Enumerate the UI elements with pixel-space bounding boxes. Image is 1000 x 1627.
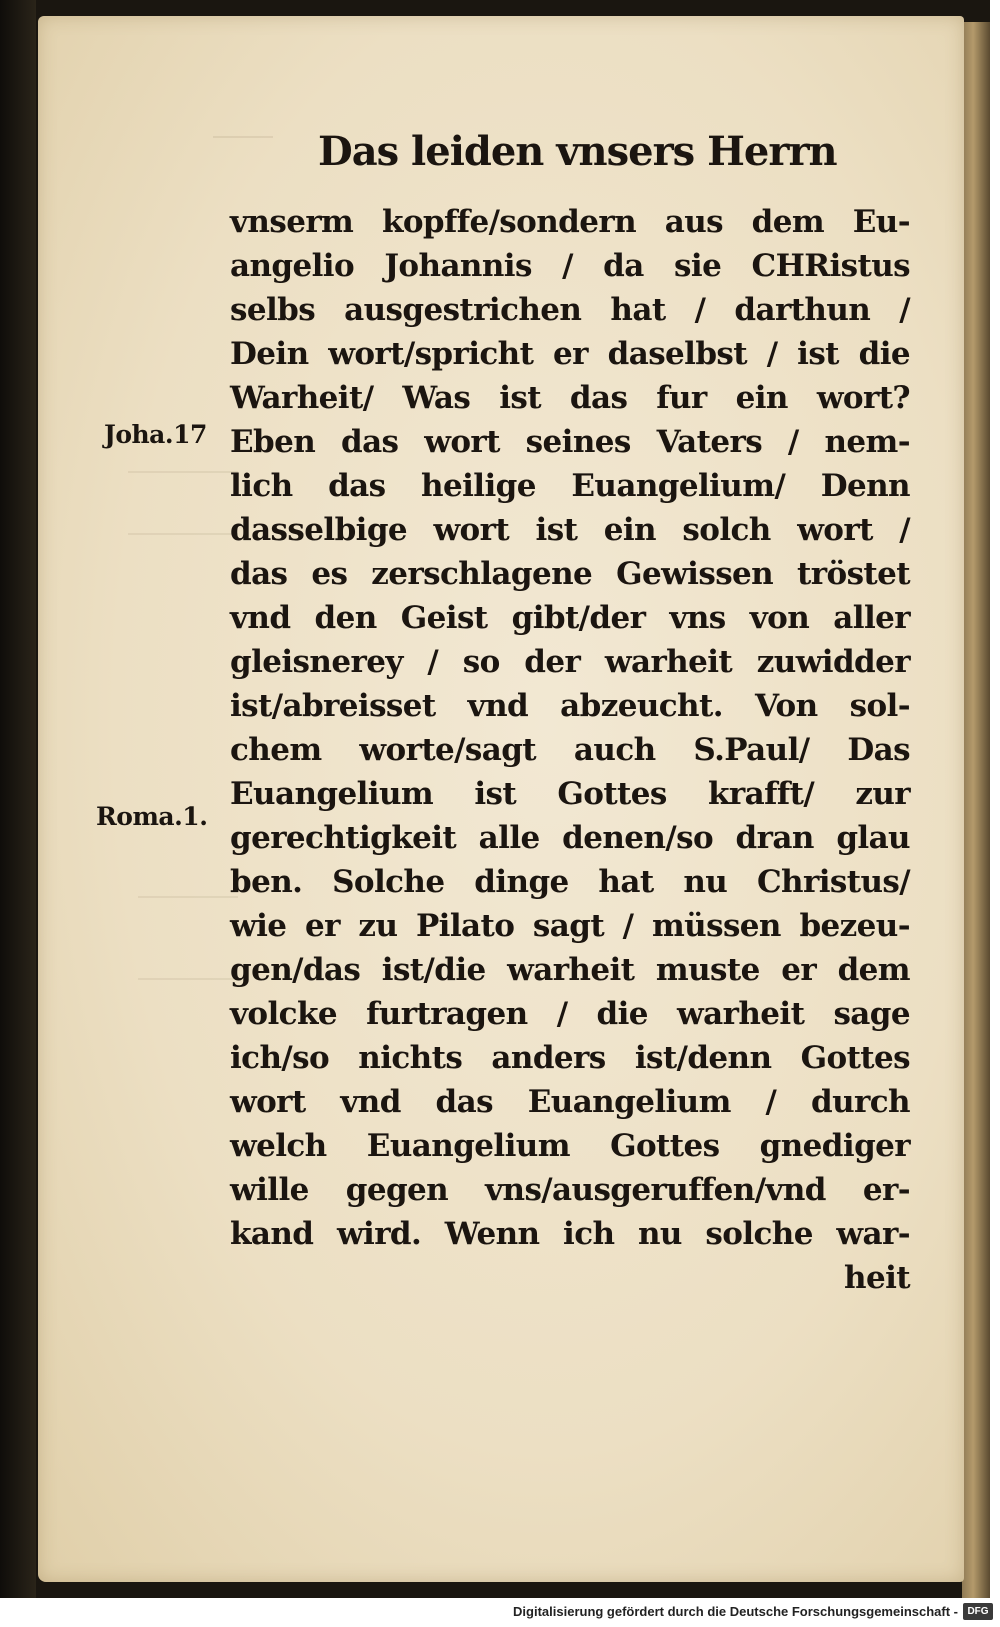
text-line: chem worte/sagt auch S.Paul/ Das [230,732,910,768]
show-through-mark [138,896,238,980]
text-line: dasselbige wort ist ein solch wort / [230,512,910,548]
running-head: Das leiden vnsers Herrn [318,128,837,175]
text-line: welch Euangelium Gottes gnediger [230,1128,910,1164]
text-line: Euangelium ist Gottes krafft/ zur [230,776,910,812]
body-text [230,200,920,1310]
text-line: ben. Solche dinge hat nu Christus/ [230,864,910,900]
binding-shadow [0,0,36,1598]
page-edge [962,22,990,1598]
text-line: gerechtigkeit alle denen/so dran glau [230,820,910,856]
funding-credit: Digitalisierung gefördert durch die Deutsche Forschungsgemeinschaft - [513,1604,958,1619]
text-line: Eben das wort seines Vaters / nem- [230,424,910,460]
text-line: ich/so nichts anders ist/denn Gottes [230,1040,910,1076]
text-line: das es zerschlagene Gewissen tröstet [230,556,910,592]
text-line: selbs ausgestrichen hat / darthun / [230,292,910,328]
text-line: volcke furtragen / die warheit sage [230,996,910,1032]
dfg-logo: DFG [963,1603,993,1620]
catchword: heit [844,1260,910,1296]
text-line: lich das heilige Euangelium/ Denn [230,468,910,504]
text-line: wort vnd das Euangelium / durch [230,1084,910,1120]
text-line: vnserm kopffe/sondern aus dem Eu- [230,204,910,240]
margin-note-john: Joha.17 [104,420,207,449]
text-line: wie er zu Pilato sagt / müssen bezeu- [230,908,910,944]
text-line: ist/abreisset vnd abzeucht. Von sol- [230,688,910,724]
text-line: wille gegen vns/ausgeruffen/vnd er- [230,1172,910,1208]
text-line: gen/das ist/die warheit muste er dem [230,952,910,988]
show-through-mark [128,471,238,535]
margin-note-romans: Roma.1. [96,802,208,831]
text-line: gleisnerey / so der warheit zuwidder [230,644,910,680]
text-line: kand wird. Wenn ich nu solche war- [230,1216,910,1252]
text-line: angelio Johannis / da sie CHRistus [230,248,910,284]
text-line: Warheit/ Was ist das fur ein wort? [230,380,910,416]
show-through-mark [213,116,273,138]
text-line: vnd den Geist gibt/der vns von aller [230,600,910,636]
text-line: Dein wort/spricht er daselbst / ist die [230,336,910,372]
